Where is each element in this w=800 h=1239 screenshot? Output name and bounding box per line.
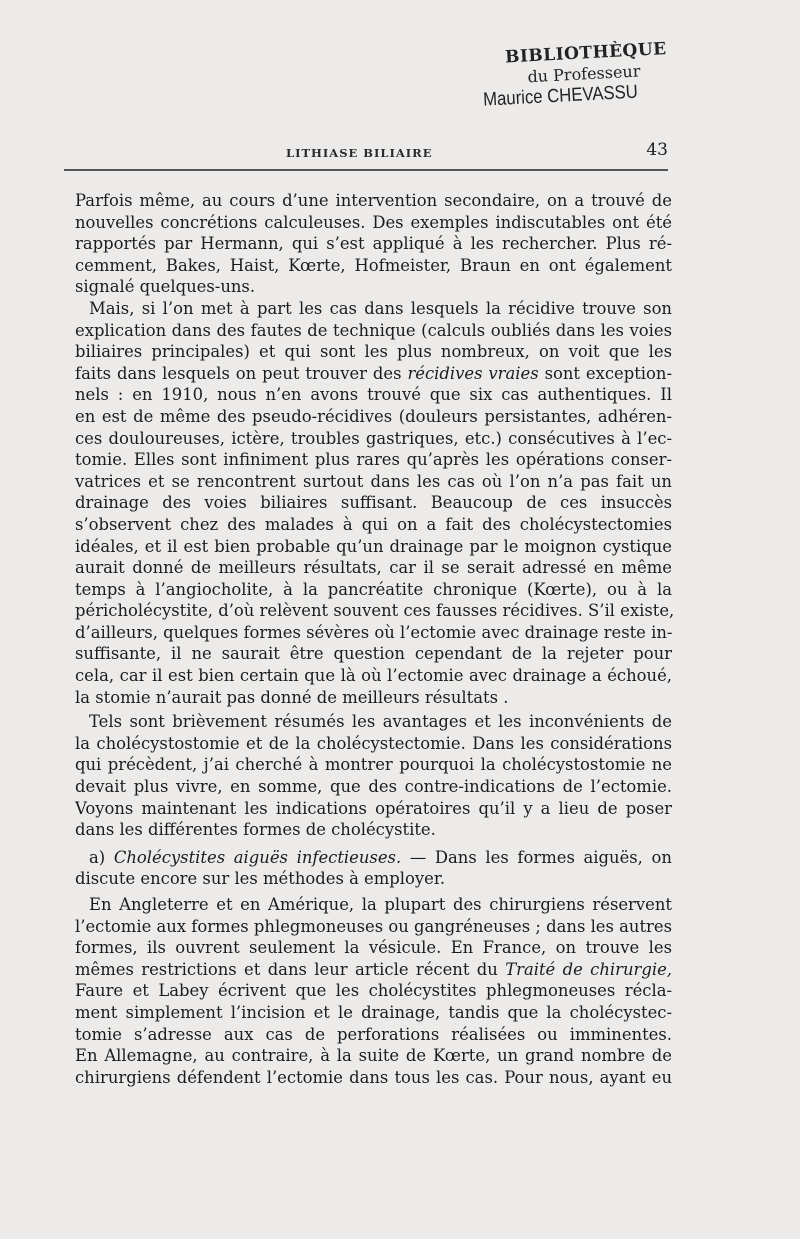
- text-line: tomie s’adresse aux cas de perforations réalisées ou imminentes.: [75, 1024, 672, 1044]
- running-title: LITHIASE BILIAIRE: [286, 146, 433, 160]
- text-line: En Angleterre et en Amérique, la plupart des chirurgiens réservent: [89, 895, 672, 914]
- text-segment: — Dans les formes aiguës, on: [401, 847, 672, 867]
- text-line: En Allemagne, au contraire, à la suite de Kœrte, un grand nombre de: [75, 1046, 672, 1066]
- page-number: 43: [646, 140, 668, 160]
- text-line: formes, ils ouvrent seulement la vésicule. En France, on trouve les: [75, 938, 672, 958]
- running-head: [64, 140, 668, 164]
- text-line-with-emphasis: [75, 959, 672, 981]
- text-line: Tels sont brièvement résumés les avantages et les inconvénients de: [89, 712, 672, 732]
- text-line: péricholécystite, d’où relèvent souvent ces fausses récidives. S’il existe,: [75, 601, 675, 621]
- text-line: en est de même des pseudo-récidives (douleurs persistantes, adhéren-: [75, 406, 672, 426]
- text-line: nouvelles concrétions calculeuses. Des exemples indiscutables ont été: [75, 212, 672, 232]
- text-segment: faits dans lesquels on peut trouver des: [75, 363, 408, 383]
- text-line: s’observent chez des malades à qui on a fait des cholécystectomies: [75, 514, 672, 534]
- text-line: d’ailleurs, quelques formes sévères où l’ectomie avec drainage reste in-: [75, 622, 673, 642]
- stamp-line-bibliotheque: BIBLIOTHÈQUE: [504, 39, 668, 68]
- text-line: explication dans des fautes de technique (calculs oubliés dans les voies: [75, 320, 672, 340]
- text-segment: sont exception-: [538, 363, 673, 383]
- section-a: [75, 847, 672, 890]
- text-line: ment simplement l’incision et le drainage, tandis que la cholécystec-: [75, 1002, 672, 1022]
- text-line: dans les différentes formes de cholécystite.: [75, 820, 436, 840]
- text-line: suffisante, il ne saurait être question cependant de la rejeter pour: [75, 644, 672, 664]
- text-line: nels : en 1910, nous n’en avons trouvé que six cas authentiques. Il: [75, 385, 672, 405]
- text-line: la cholécystostomie et de la cholécystectomie. Dans les considérations: [75, 733, 672, 753]
- emphasis-recidives-vraies: récidives vraies: [407, 363, 539, 383]
- text-segment: mêmes restrictions et dans leur article récent du: [75, 959, 506, 979]
- paragraph-5: [75, 894, 672, 1088]
- text-line: Parfois même, au cours d’une intervention secondaire, on a trouvé de: [75, 191, 672, 210]
- text-line: signalé quelques-uns.: [75, 277, 256, 297]
- text-line: temps à l’angiocholite, à la pancréatite chronique (Kœrte), ou à la: [75, 579, 672, 599]
- text-line: devait plus vivre, en somme, que des contre-indications de l’ectomie.: [75, 777, 672, 797]
- text-line: cela, car il est bien certain que là où l’ectomie avec drainage a échoué,: [75, 666, 672, 686]
- text-line: tomie. Elles sont infiniment plus rares qu’après les opérations conser-: [75, 450, 672, 470]
- text-line: Faure et Labey écrivent que les cholécystites phlegmoneuses récla-: [75, 981, 672, 1001]
- text-line: qui précèdent, j’ai cherché à montrer pourquoi la cholécystostomie ne: [75, 755, 672, 775]
- library-stamp: [470, 39, 673, 112]
- paragraph-2: [75, 298, 675, 708]
- text-line: Mais, si l’on met à part les cas dans lesquels la récidive trouve son: [89, 298, 672, 318]
- paragraph-3: [75, 711, 672, 841]
- text-line: Voyons maintenant les indications opératoires qu’il y a lieu de poser: [75, 798, 672, 818]
- stamp-line-name: Maurice CHEVASSU: [482, 81, 639, 111]
- text-line: idéales, et il est bien probable qu’un drainage par le moignon cystique: [75, 536, 672, 556]
- section-title: Cholécystites aiguës infectieuses.: [113, 847, 402, 867]
- text-line: drainage des voies biliaires suffisant. Beaucoup de ces insuccès: [75, 493, 672, 513]
- text-line: biliaires principales) et qui sont les plus nombreux, on voit que les: [75, 342, 672, 362]
- paragraph-1: [75, 190, 672, 298]
- stamp-line-professeur: du Professeur: [527, 61, 641, 87]
- text-line: cemment, Bakes, Haist, Kœrte, Hofmeister, Braun en ont également: [75, 255, 672, 275]
- text-line: vatrices et se rencontrent surtout dans les cas où l’on n’a pas fait un: [75, 471, 672, 491]
- header-rule: [64, 169, 668, 171]
- text-line: discute encore sur les méthodes à employer.: [75, 869, 446, 889]
- emphasis-traite-de-chirurgie: Traité de chirurgie,: [505, 959, 672, 979]
- text-line: chirurgiens défendent l’ectomie dans tous les cas. Pour nous, ayant eu: [75, 1067, 672, 1087]
- text-line: rapportés par Hermann, qui s’est appliqué à les rechercher. Plus ré-: [75, 234, 672, 254]
- text-line: ces douloureuses, ictère, troubles gastriques, etc.) consécutives à l’ec-: [75, 428, 672, 448]
- section-label: a): [89, 847, 114, 867]
- text-line: aurait donné de meilleurs résultats, car il se serait adressé en même: [75, 558, 672, 578]
- text-line: l’ectomie aux formes phlegmoneuses ou gangréneuses ; dans les autres: [75, 916, 672, 936]
- text-line: la stomie n’aurait pas donné de meilleurs résultats .: [75, 687, 509, 707]
- body-text: [75, 190, 675, 1088]
- section-a-heading-line: [75, 847, 672, 869]
- text-line-with-emphasis: [75, 363, 672, 385]
